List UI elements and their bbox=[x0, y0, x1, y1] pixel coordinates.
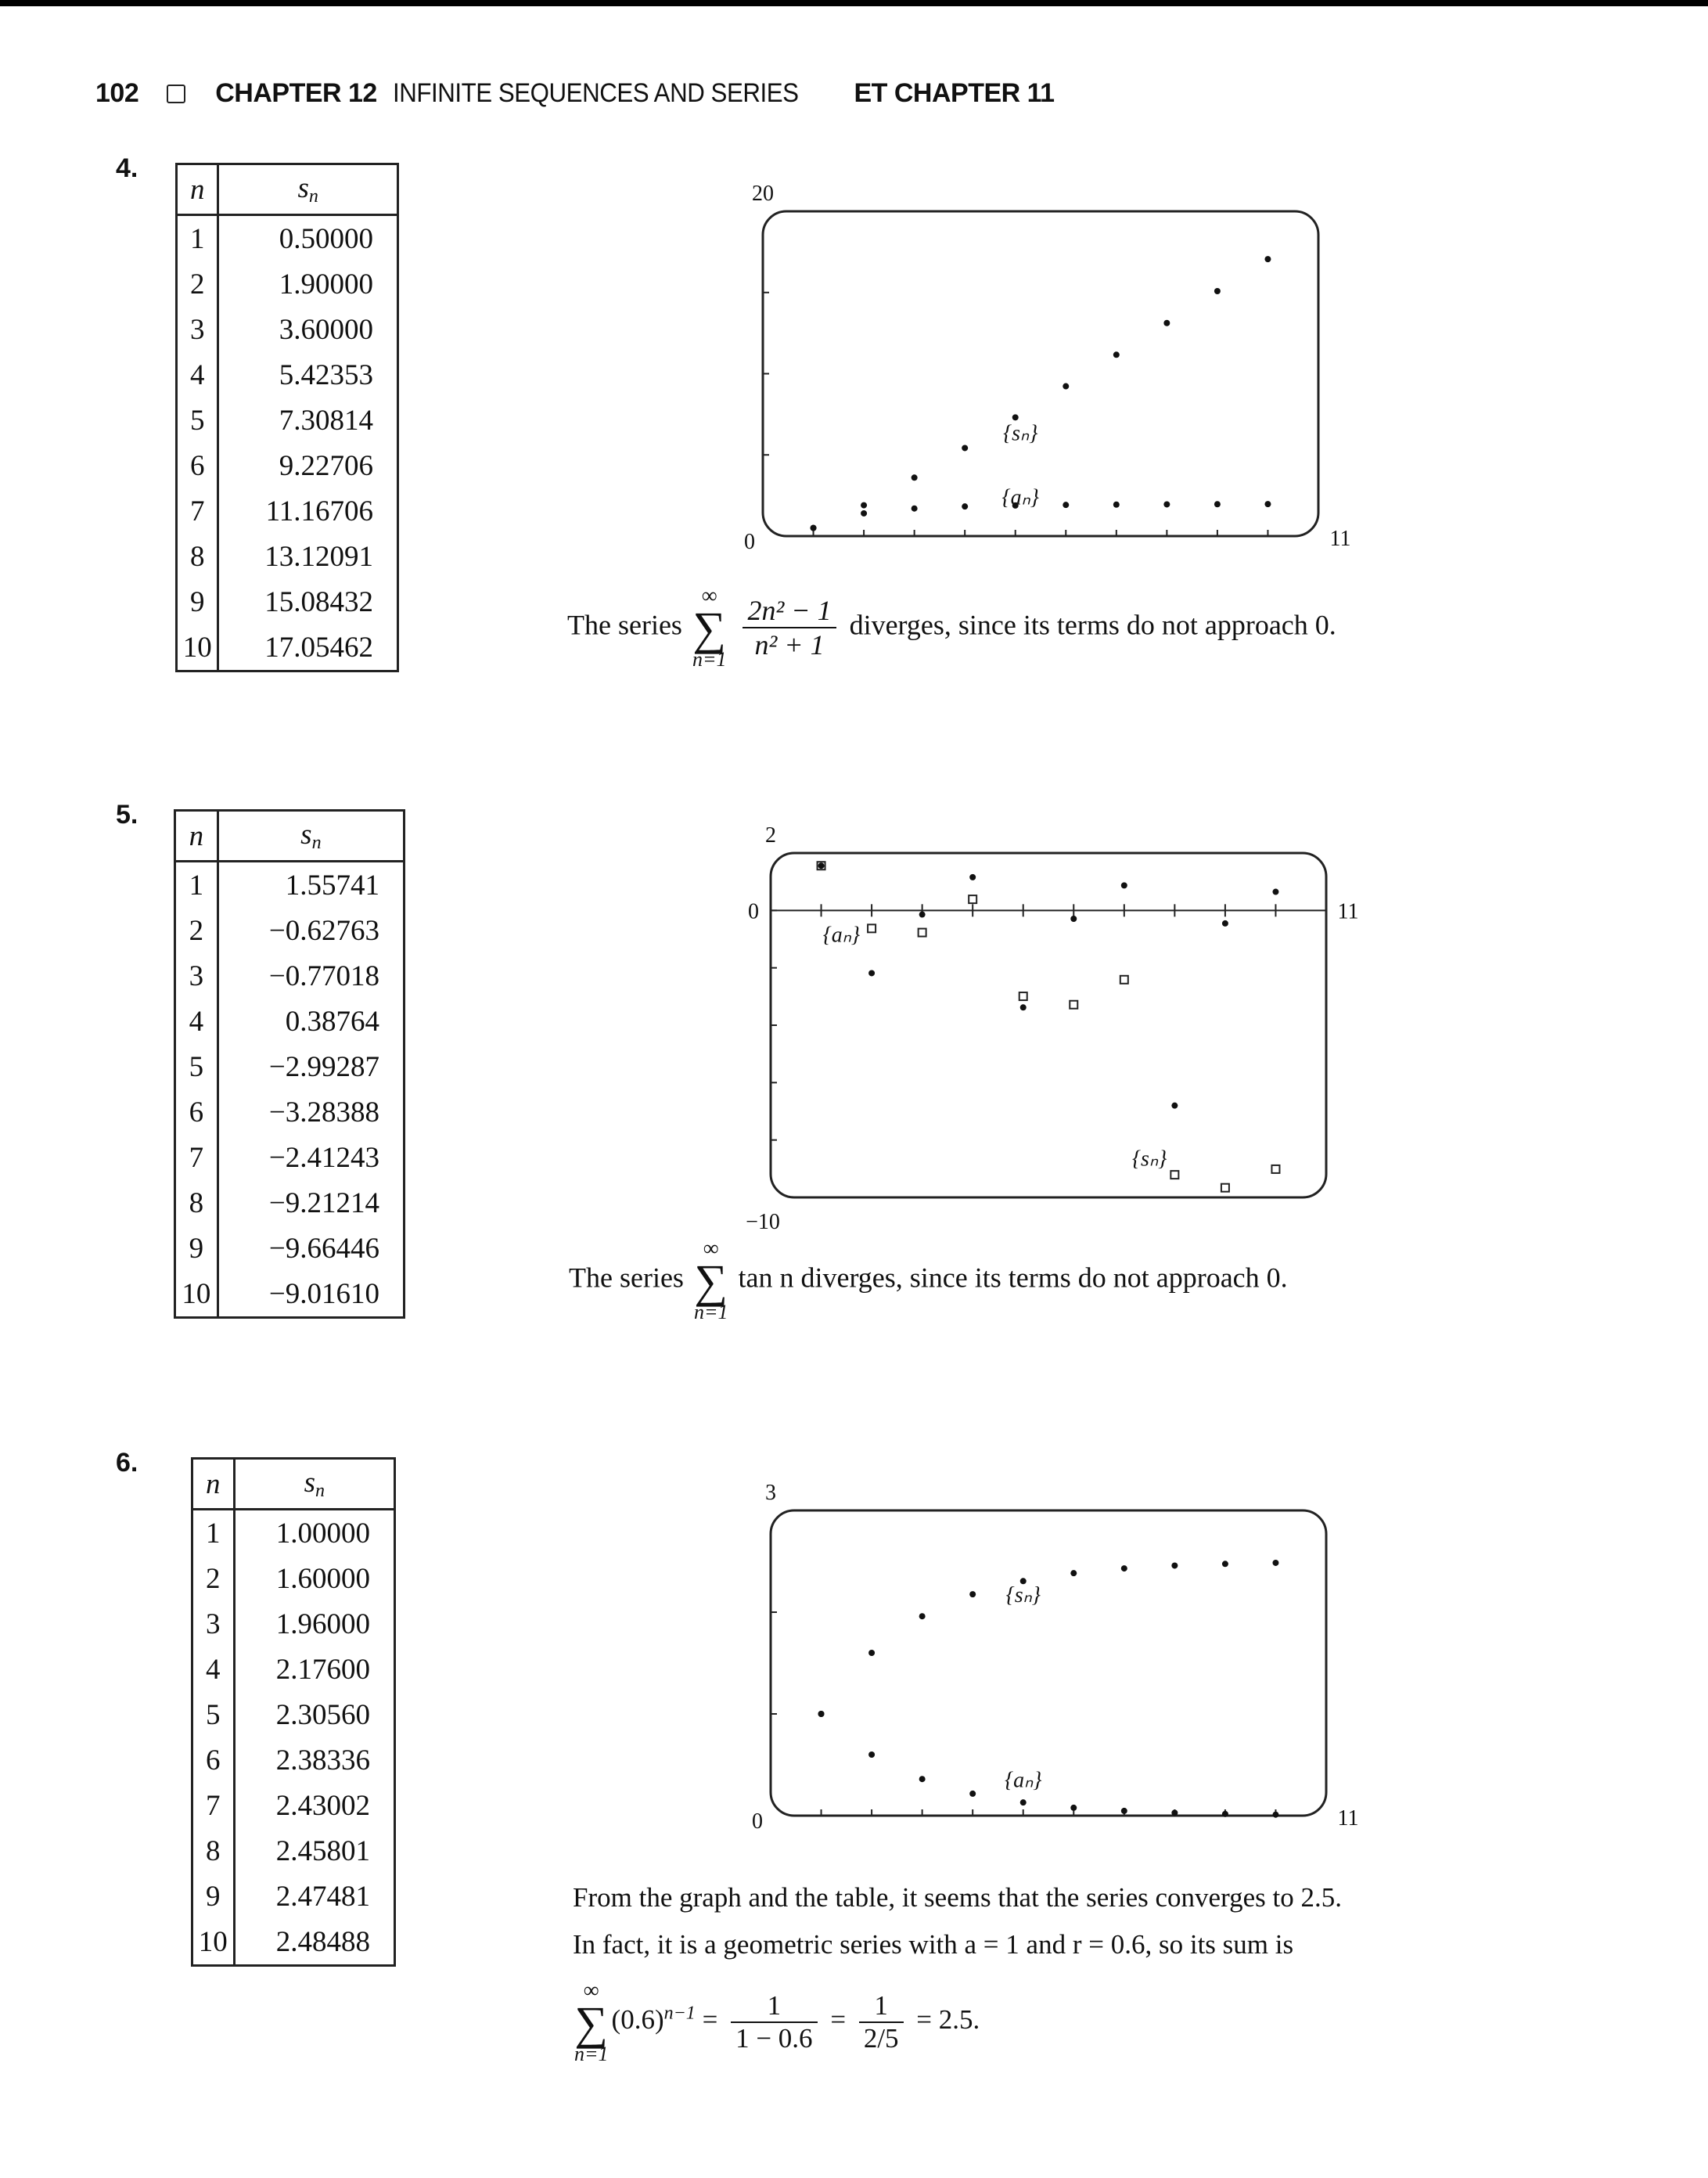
sn-point bbox=[861, 502, 867, 509]
problem-number: 5. bbox=[116, 800, 138, 830]
an-point bbox=[811, 525, 817, 531]
exponent: n−1 bbox=[663, 2003, 696, 2024]
sn-point bbox=[969, 1591, 976, 1597]
table-row bbox=[177, 443, 398, 488]
cell-sn: −3.28388 bbox=[268, 1096, 379, 1129]
cell-n: 4 bbox=[175, 999, 218, 1044]
sn-table bbox=[191, 1457, 396, 1967]
sn-point bbox=[1170, 1171, 1178, 1179]
table-row bbox=[177, 579, 398, 625]
y-top-label: 3 bbox=[765, 1481, 776, 1505]
cell-n: 7 bbox=[177, 488, 218, 534]
cell-n: 5 bbox=[175, 1044, 218, 1089]
et-chapter-label: ET CHAPTER 11 bbox=[854, 78, 1055, 108]
section-title: INFINITE SEQUENCES AND SERIES bbox=[392, 78, 799, 108]
an-point bbox=[1113, 502, 1120, 508]
table-row bbox=[175, 1135, 405, 1180]
sn-point bbox=[1171, 1562, 1178, 1568]
cell-sn: 17.05462 bbox=[264, 631, 373, 664]
cell-sn: 7.30814 bbox=[279, 404, 373, 437]
table-row bbox=[192, 1510, 395, 1557]
table-row bbox=[175, 1226, 405, 1271]
an-point bbox=[919, 1776, 926, 1782]
square-bullet-icon bbox=[167, 85, 185, 103]
series-label: {sₙ} bbox=[1002, 421, 1038, 446]
table-row bbox=[192, 1874, 395, 1919]
an-point bbox=[818, 862, 825, 869]
an-point bbox=[919, 912, 926, 918]
cell-sn: 2.43002 bbox=[275, 1789, 370, 1822]
an-point bbox=[962, 503, 968, 509]
table-row bbox=[175, 1044, 405, 1089]
cell-n: 3 bbox=[192, 1601, 235, 1647]
table-row bbox=[192, 1783, 395, 1828]
column-header-sn: $s_n$ bbox=[218, 164, 398, 215]
cell-sn: 9.22706 bbox=[279, 449, 373, 482]
caption-text: The series bbox=[567, 609, 682, 641]
problem-number: 6. bbox=[116, 1448, 138, 1478]
sn-point bbox=[919, 929, 926, 937]
an-point bbox=[1171, 1103, 1178, 1109]
cell-n: 2 bbox=[192, 1556, 235, 1601]
sn-point bbox=[1019, 992, 1027, 1000]
sum-upper-limit: ∞ bbox=[703, 1237, 719, 1261]
series-label: {sₙ} bbox=[1131, 1147, 1167, 1172]
an-point bbox=[1070, 1805, 1077, 1811]
caption-text: diverges, since its terms do not approach 0. bbox=[800, 1262, 1288, 1294]
series-label: {aₙ} bbox=[1004, 1768, 1042, 1793]
y-bottom-label: 0 bbox=[744, 530, 755, 554]
an-point bbox=[969, 1791, 976, 1797]
x-max-label: 11 bbox=[1329, 527, 1351, 551]
sn-point bbox=[1272, 1560, 1278, 1566]
column-header-n: n bbox=[175, 811, 218, 862]
table-row bbox=[192, 1692, 395, 1737]
series-label: {aₙ} bbox=[822, 923, 861, 948]
an-point bbox=[912, 506, 918, 512]
table-row bbox=[192, 1919, 395, 1966]
table-row bbox=[175, 999, 405, 1044]
sn-point bbox=[1221, 1184, 1229, 1192]
cell-sn: 5.42353 bbox=[279, 358, 373, 391]
table-header-row bbox=[192, 1459, 395, 1510]
sigma-symbol: ∞ ∑ n=1 bbox=[574, 1978, 609, 2065]
sigma-symbol: ∞ ∑ n=1 bbox=[693, 1237, 728, 1323]
cell-n: 3 bbox=[175, 953, 218, 999]
table-row bbox=[175, 862, 405, 909]
y-top-label: 2 bbox=[765, 823, 776, 848]
cell-n: 4 bbox=[177, 352, 218, 398]
column-header-n: n bbox=[177, 164, 218, 215]
chart-plot bbox=[728, 176, 1351, 583]
fraction bbox=[743, 594, 836, 661]
problem-number: 4. bbox=[116, 153, 138, 183]
table-row bbox=[177, 307, 398, 352]
cell-sn: 15.08432 bbox=[264, 585, 373, 618]
sn-point bbox=[1264, 256, 1271, 262]
cell-sn: 2.30560 bbox=[275, 1698, 370, 1731]
caption-line: In fact, it is a geometric series with a = 1 and r = 0.6, so its sum is bbox=[573, 1929, 1294, 1960]
sum-equation bbox=[571, 1980, 980, 2065]
an-point bbox=[1121, 1808, 1127, 1814]
cell-sn: 2.45801 bbox=[275, 1834, 370, 1867]
running-header bbox=[95, 78, 1055, 109]
table-row bbox=[192, 1556, 395, 1601]
top-rule bbox=[0, 0, 1708, 6]
cell-sn: 1.60000 bbox=[275, 1562, 370, 1595]
fraction-numerator: 1 bbox=[859, 1990, 904, 2023]
sn-point bbox=[962, 445, 968, 451]
table-row bbox=[177, 215, 398, 262]
table-row bbox=[175, 908, 405, 953]
series-label: {sₙ} bbox=[1005, 1583, 1041, 1607]
table-row bbox=[177, 488, 398, 534]
sn-point bbox=[919, 1613, 926, 1619]
sn-point bbox=[1113, 351, 1120, 358]
series-caption bbox=[567, 585, 1336, 670]
column-header-sn: $s_n$ bbox=[234, 1459, 394, 1510]
cell-n: 8 bbox=[177, 534, 218, 579]
sigma-symbol: ∞ ∑ n=1 bbox=[692, 584, 727, 671]
sn-point bbox=[868, 1650, 875, 1656]
sn-point bbox=[1070, 1001, 1077, 1009]
cell-sn: 11.16706 bbox=[265, 495, 373, 527]
cell-n: 1 bbox=[175, 862, 218, 909]
caption-text: diverges, since its terms do not approach 0. bbox=[849, 609, 1336, 641]
fraction bbox=[859, 1990, 904, 2054]
series-term: (0.6) bbox=[611, 2004, 664, 2036]
cell-sn: −0.77018 bbox=[268, 959, 379, 992]
an-point bbox=[1070, 916, 1077, 922]
sum-upper-limit: ∞ bbox=[701, 584, 717, 608]
an-point bbox=[1264, 501, 1271, 507]
column-header-sn: $s_n$ bbox=[218, 811, 404, 862]
sn-point bbox=[1120, 976, 1128, 984]
chapter-label: CHAPTER 12 bbox=[215, 78, 377, 108]
cell-n: 10 bbox=[177, 625, 218, 671]
equals-sign: = bbox=[830, 2004, 847, 2036]
an-point bbox=[1222, 920, 1228, 927]
sum-upper-limit: ∞ bbox=[583, 1978, 599, 2003]
an-point bbox=[818, 1711, 825, 1717]
an-point bbox=[1121, 882, 1127, 888]
series-term: tan n bbox=[738, 1262, 794, 1294]
cell-sn: −0.62763 bbox=[268, 914, 379, 947]
sn-point bbox=[969, 895, 976, 903]
cell-sn: −2.99287 bbox=[268, 1050, 379, 1083]
column-header-n: n bbox=[192, 1459, 235, 1510]
fraction-numerator: 1 bbox=[731, 1990, 818, 2023]
fraction bbox=[731, 1990, 818, 2054]
sn-point bbox=[1163, 320, 1170, 326]
cell-sn: −9.66446 bbox=[268, 1232, 379, 1265]
table-row bbox=[177, 352, 398, 398]
sn-point bbox=[1121, 1565, 1127, 1571]
table-row bbox=[192, 1647, 395, 1692]
cell-n: 5 bbox=[177, 398, 218, 443]
table-row bbox=[177, 398, 398, 443]
caption-line: From the graph and the table, it seems that the series converges to 2.5. bbox=[573, 1882, 1342, 1913]
an-point bbox=[1222, 1811, 1228, 1817]
fraction-numerator: 2n² − 1 bbox=[743, 594, 836, 628]
cell-n: 6 bbox=[175, 1089, 218, 1135]
result-text: = 2.5. bbox=[916, 2004, 980, 2036]
plot-frame bbox=[771, 853, 1326, 1197]
cell-n: 6 bbox=[192, 1737, 235, 1783]
table-header-row bbox=[175, 811, 405, 862]
cell-n: 2 bbox=[175, 908, 218, 953]
table-row bbox=[177, 625, 398, 671]
an-point bbox=[1163, 501, 1170, 507]
cell-sn: 1.96000 bbox=[275, 1607, 370, 1640]
y-bottom-label: 0 bbox=[752, 1809, 763, 1834]
series-label: {aₙ} bbox=[1001, 485, 1039, 510]
sn-point bbox=[1271, 1165, 1279, 1173]
table-row bbox=[175, 1271, 405, 1318]
cell-sn: 1.00000 bbox=[275, 1517, 370, 1550]
cell-sn: 2.48488 bbox=[275, 1925, 370, 1958]
cell-sn: −9.01610 bbox=[268, 1277, 379, 1310]
sn-point bbox=[1012, 414, 1019, 420]
table-row bbox=[175, 1089, 405, 1135]
equals-sign: = bbox=[702, 2004, 718, 2036]
table-row bbox=[175, 1180, 405, 1226]
sn-point bbox=[1063, 383, 1069, 390]
cell-n: 9 bbox=[177, 579, 218, 625]
cell-n: 9 bbox=[192, 1874, 235, 1919]
y-top-label: 20 bbox=[752, 182, 774, 206]
y-bottom-label: −10 bbox=[746, 1210, 780, 1234]
cell-n: 7 bbox=[175, 1135, 218, 1180]
table-row bbox=[192, 1828, 395, 1874]
chart-plot bbox=[735, 1479, 1359, 1839]
cell-sn: 1.90000 bbox=[279, 268, 373, 301]
cell-sn: 0.38764 bbox=[285, 1005, 379, 1038]
an-point bbox=[1063, 502, 1069, 508]
caption-text: The series bbox=[569, 1262, 684, 1294]
fraction-denominator: 1 − 0.6 bbox=[735, 2023, 813, 2054]
plot-frame bbox=[771, 1510, 1326, 1816]
cell-n: 1 bbox=[192, 1510, 235, 1557]
an-point bbox=[861, 510, 867, 517]
cell-sn: 2.38336 bbox=[275, 1744, 370, 1777]
sum-lower-limit: n=1 bbox=[692, 648, 727, 671]
an-point bbox=[969, 874, 976, 880]
sn-point bbox=[1214, 288, 1221, 294]
table-row bbox=[177, 534, 398, 579]
an-point bbox=[1020, 1004, 1027, 1010]
table-row bbox=[192, 1737, 395, 1783]
table-row bbox=[192, 1601, 395, 1647]
cell-n: 1 bbox=[177, 215, 218, 262]
an-point bbox=[1214, 501, 1221, 507]
chart-plot bbox=[728, 822, 1359, 1234]
cell-sn: 2.47481 bbox=[275, 1880, 370, 1913]
cell-n: 7 bbox=[192, 1783, 235, 1828]
sn-point bbox=[1070, 1570, 1077, 1576]
x-max-label: 11 bbox=[1337, 899, 1359, 924]
cell-sn: −2.41243 bbox=[268, 1141, 379, 1174]
sn-point bbox=[912, 474, 918, 481]
cell-n: 10 bbox=[192, 1919, 235, 1966]
cell-n: 10 bbox=[175, 1271, 218, 1318]
table-row bbox=[177, 261, 398, 307]
page-number: 102 bbox=[95, 78, 139, 108]
cell-n: 3 bbox=[177, 307, 218, 352]
fraction-denominator: n² + 1 bbox=[754, 629, 825, 661]
an-point bbox=[1020, 1799, 1027, 1805]
sn-table bbox=[174, 809, 405, 1319]
cell-n: 4 bbox=[192, 1647, 235, 1692]
cell-n: 2 bbox=[177, 261, 218, 307]
y-zero-label: 0 bbox=[748, 899, 759, 924]
cell-sn: 3.60000 bbox=[279, 313, 373, 346]
plot-frame bbox=[763, 211, 1318, 536]
sum-lower-limit: n=1 bbox=[693, 1301, 728, 1323]
an-point bbox=[1272, 889, 1278, 895]
sn-point bbox=[868, 924, 876, 932]
fraction-denominator: 2/5 bbox=[863, 2023, 899, 2054]
an-point bbox=[868, 970, 875, 976]
sn-table bbox=[175, 163, 399, 672]
cell-n: 6 bbox=[177, 443, 218, 488]
cell-n: 8 bbox=[175, 1180, 218, 1226]
cell-sn: −9.21214 bbox=[268, 1186, 379, 1219]
table-row bbox=[175, 953, 405, 999]
cell-sn: 1.55741 bbox=[285, 869, 379, 902]
cell-sn: 2.17600 bbox=[275, 1653, 370, 1686]
cell-n: 9 bbox=[175, 1226, 218, 1271]
table-header-row bbox=[177, 164, 398, 215]
an-point bbox=[868, 1751, 875, 1758]
cell-sn: 13.12091 bbox=[264, 540, 373, 573]
cell-n: 5 bbox=[192, 1692, 235, 1737]
series-caption bbox=[569, 1238, 1288, 1323]
sum-lower-limit: n=1 bbox=[574, 2043, 609, 2065]
an-point bbox=[1272, 1812, 1278, 1818]
x-max-label: 11 bbox=[1337, 1806, 1359, 1831]
cell-sn: 0.50000 bbox=[279, 222, 373, 255]
an-point bbox=[1171, 1809, 1178, 1816]
cell-n: 8 bbox=[192, 1828, 235, 1874]
sn-point bbox=[1222, 1561, 1228, 1567]
